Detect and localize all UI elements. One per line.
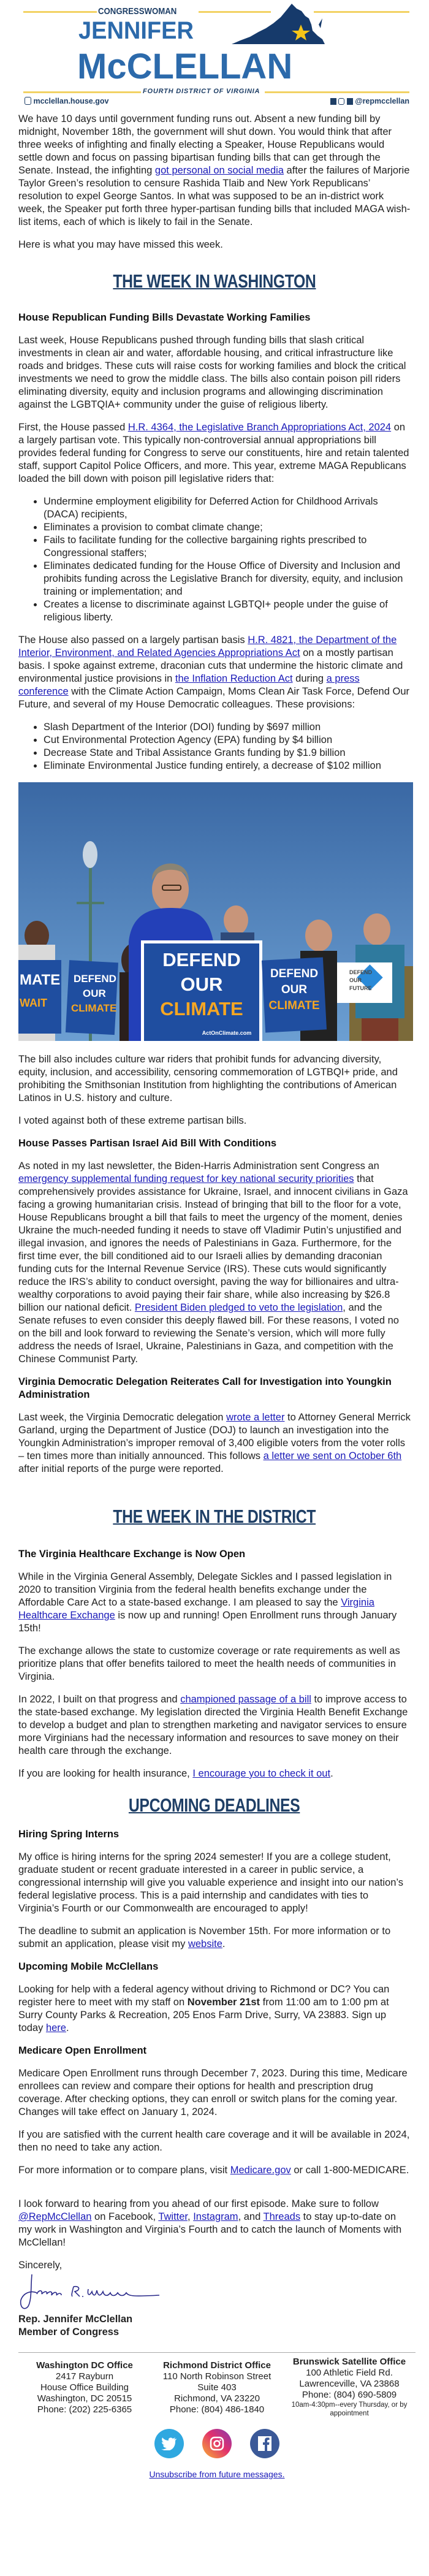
text-segment: that comprehensively provides assistance for Ukraine, Israel, and innocent civilians in Gaza facing a growing humanitarian crisis. Instead of bringing that bill to the floor for a vote, House Republicans brought a bill that fails to meet the urgency of the moment, denies Ukraine the much-needed funding it needs to stave off Vladimir Putin’s unjustified and illegal invasion, and ignores the needs of Palestinians in Gaza. Furthermore, for the first time ever, the bill conditioned aid to our Israeli allies by demanding draconian funding cuts for the Internal Revenue Service (IRS). These cuts would significantly reduce the IRS’s ability to conduct oversight, paving the way for billionaires and ultra-wealthy corporations to avoid paying their fair share, while also increasing by $26.8 billion our national deficit. xyxy=(18,1173,408,1313)
office-line: 2417 Rayburn xyxy=(55,2371,114,2382)
text-segment: to stay up-to-date on my work in Washington and Virginia’s Fourth and to catch the launch of Moments with McClellan! xyxy=(18,2211,402,2248)
inline-link[interactable]: H.R. 4821, the Department of the Interior, Environment, and Related Agencies Appropriations Act xyxy=(18,634,397,658)
text-segment: The deadline to submit an application is November 15th. For more information or to submit an application, please visit my xyxy=(18,1926,391,1949)
inline-link[interactable]: I encourage you to check it out xyxy=(192,1768,331,1779)
inline-link[interactable]: here xyxy=(45,2022,66,2033)
office-line: Richmond, VA 23220 xyxy=(174,2393,260,2404)
office-address xyxy=(288,2357,411,2418)
text-segment: First, the House passed xyxy=(18,422,128,433)
list-item: • Slash Department of the Interior (DOI) funding by $697 million xyxy=(44,721,411,734)
footer xyxy=(18,2352,416,2479)
list-item: • Fails to facilitate funding for the collective bargaining rights prescribed to Congressional staffers; xyxy=(44,534,411,560)
inline-link[interactable]: the Inflation Reduction Act xyxy=(175,673,293,684)
sign-right xyxy=(262,957,327,1032)
office-name: Washington DC Office xyxy=(36,2360,133,2371)
office-line: 110 North Robinson Street xyxy=(162,2371,271,2382)
gold-rule xyxy=(23,11,97,13)
office-line: Washington, DC 20515 xyxy=(37,2393,132,2404)
section-heading-text: UPCOMING DEADLINES xyxy=(129,1794,300,1816)
text-segment: from 11:00 am to 1:00 pm at Surry County Parks & Recreation, 205 Enos Farm Drive, Surry, VA 23883. Sign up today xyxy=(18,1997,389,2033)
inline-link[interactable]: got personal on social media xyxy=(154,165,284,176)
list-item: • Eliminate Environmental Justice funding entirely, a decrease of $102 million xyxy=(44,760,411,772)
closing: Sincerely, xyxy=(18,2260,63,2271)
sign-text: CLIMATE xyxy=(160,998,243,1019)
sign-url: ActOnClimate.com xyxy=(202,1030,252,1036)
article-heading: House Republican Funding Bills Devastate Working Families xyxy=(18,312,311,323)
text-segment: . xyxy=(222,1938,226,1949)
paragraph xyxy=(18,1925,411,1951)
paragraph xyxy=(18,2128,411,2154)
text-segment: I voted against both of these extreme partisan bills. xyxy=(18,1115,247,1126)
press-conference-photo xyxy=(18,782,413,1041)
text-segment: The exchange allows the state to customize coverage or rate requirements as well as prioritize plans that offer benefits tailored to meet the health needs of communities in Virginia. xyxy=(18,1645,400,1682)
article-heading: Upcoming Mobile McClellans xyxy=(18,1961,159,1972)
office-line: Phone: (804) 690-5809 xyxy=(302,2390,397,2400)
article-heading: Hiring Spring Interns xyxy=(18,1829,120,1840)
text-segment: If you are satisfied with the current health care coverage and it will be available in 2024, then no need to take any action. xyxy=(18,2129,410,2153)
inline-link[interactable]: Medicare.gov xyxy=(230,2165,291,2176)
inline-link[interactable]: a letter we sent on October 6th xyxy=(263,1450,402,1461)
paragraph xyxy=(18,421,411,486)
twitter-icon xyxy=(330,98,336,105)
list-item: • Creates a license to discriminate against LGBTQI+ people under the guise of religious liberty. xyxy=(44,598,411,624)
inline-link[interactable]: a press conference xyxy=(18,673,360,697)
inline-link[interactable]: championed passage of a bill xyxy=(180,1694,311,1705)
virginia-map-icon xyxy=(227,0,331,49)
sign-text: DEFEND xyxy=(74,973,116,985)
instagram-icon xyxy=(338,98,344,105)
office-line: Lawrenceville, VA 23868 xyxy=(299,2379,400,2389)
text-segment: Medicare Open Enrollment runs through December 7, 2023. During this time, Medicare enrollees can review and compare their options for health and prescription drug coverage. After checking options, they can enroll or switch plans for the coming year. Changes will take effect on January 1, 2024. xyxy=(18,2068,408,2117)
gold-rule xyxy=(23,91,141,93)
sign-defend-our-future xyxy=(337,962,392,1003)
unsubscribe-link[interactable]: Unsubscribe from future messages. xyxy=(149,2469,285,2479)
text-segment: to improve access to the state-based exchange. My legislation directed the Virginia Health Benefit Exchange to develop a budget and plan to strengthen marketing and navigator services to ensure more Virginians had the necessary information and resources to save money on their health care through the exchange. xyxy=(18,1694,408,1756)
article-heading: Medicare Open Enrollment xyxy=(18,2045,147,2056)
section-heading-text: THE WEEK IN THE DISTRICT xyxy=(113,1506,316,1527)
sign-text: OUR xyxy=(349,977,362,983)
text-segment: , xyxy=(188,2211,194,2222)
sign-text: OUR xyxy=(180,974,223,995)
paragraph xyxy=(18,634,411,711)
facebook-icon xyxy=(347,98,353,105)
text-segment: In 2022, I built on that progress and xyxy=(18,1694,181,1705)
text-segment: on Facebook, xyxy=(91,2211,159,2222)
text-segment: is now up and running! Open Enrollment runs through January 15th! xyxy=(18,1610,397,1634)
inline-link[interactable]: emergency supplemental funding request for key national security priorities xyxy=(18,1173,354,1184)
inline-link[interactable]: website xyxy=(188,1938,222,1949)
office-name: Richmond District Office xyxy=(163,2360,271,2371)
logo-first-name: JENNIFER xyxy=(78,17,194,44)
text-segment: While in the Virginia General Assembly, Delegate Sickles and I passed legislation in 2020 to transition Virginia from the federal health benefits exchange under the Affordable Care Act to a state-based exchange. I am pleased to say the xyxy=(18,1571,392,1608)
bullet-list xyxy=(18,721,411,772)
paragraph xyxy=(18,1115,411,1127)
text-segment: The bill also includes culture war riders that prohibit funds for advancing diversity, equity, inclusion, and accessibility, censoring commemoration of LGTBQI+ pride, and prohibiting the Smithsonian Institution from highlighting the contributions of American Latinos in U.S. history and culture. xyxy=(18,1054,398,1103)
office-line: 100 Athletic Field Rd. xyxy=(306,2368,393,2378)
text-segment: after initial reports of the purge were reported. xyxy=(18,1463,224,1474)
text-segment: We have 10 days until government funding runs out. Absent a new funding bill by midnight, November 18th, the government will shut down. You would think that after three weeks of infighting and finally electing a Speaker, House Republicans would settle down and focus on passing bipartisan funding bills that can get through the Senate. Instead, the infighting xyxy=(18,113,392,176)
sign-text: CLIMATE xyxy=(268,999,320,1012)
text-segment: to Attorney General Merrick Garland, urging the Department of Justice (DOJ) to launch an investigation into the Youngkin Administration’s improper removal of 3,400 eligible voters from the voter rolls – ten times more than initially announced. This follows xyxy=(18,1412,411,1461)
sign-text: OUR xyxy=(281,983,308,996)
signature-image xyxy=(18,2272,165,2310)
list-item: • Decrease State and Tribal Assistance Grants funding by $1.9 billion xyxy=(44,747,411,760)
office-hours: 10am-4:30pm--every Thursday, or by appointment xyxy=(291,2401,408,2417)
newsletter-header xyxy=(0,0,429,108)
paragraph xyxy=(18,1571,411,1635)
paragraph xyxy=(18,1767,411,1780)
list-item: • Cut Environmental Protection Agency (EPA) funding by $4 billion xyxy=(44,734,411,747)
social-links xyxy=(18,2429,416,2458)
paragraph xyxy=(18,1160,411,1366)
text-segment: For more information or to compare plans, visit xyxy=(18,2165,230,2176)
text-segment: with the Climate Action Campaign, Moms Clean Air Task Force, Defend Our Future, and several of my House Democratic colleagues. These provisions: xyxy=(18,686,409,710)
sign-text: MATE xyxy=(20,972,61,988)
sign-text: OUR xyxy=(83,988,106,999)
article-heading: The Virginia Healthcare Exchange is Now Open xyxy=(18,1549,246,1560)
inline-link[interactable]: Virginia Healthcare Exchange xyxy=(18,1597,374,1621)
text-segment: Here is what you may have missed this week. xyxy=(18,239,223,250)
emphasis-text: November 21st xyxy=(187,1997,260,2008)
article-heading: Virginia Democratic Delegation Reiterates Call for Investigation into Youngkin Administration xyxy=(18,1376,392,1400)
office-line: House Office Building xyxy=(40,2382,129,2393)
text-segment: during xyxy=(292,673,327,684)
website-text: mcclellan.house.gov xyxy=(33,97,109,105)
paragraph xyxy=(18,1645,411,1683)
text-segment: My office is hiring interns for the spring 2024 semester! If you are a college student, graduate student or recent graduate interested in a career in public service, a congressional internship will give you valuable experience and insight into our nation’s federal legislative process. This is a paid internship and candidates with ties to Virginia’s Fourth or our Commonwealth are encouraged to apply! xyxy=(18,1851,403,1914)
text-segment: Last week, the Virginia Democratic delegation xyxy=(18,1412,227,1423)
paragraph xyxy=(18,238,411,251)
text-segment: or call 1-800-MEDICARE. xyxy=(290,2165,409,2176)
text-segment: , and the Senate refuses to even consider this deeply flawed bill. For these reasons, I voted no on the bill and look forward to reviewing the Senate’s version, which will more fully address the needs of Israel, Ukraine, Palestinians in Gaza, and competition with the Chinese Communist Party. xyxy=(18,1302,399,1365)
twitter-icon[interactable] xyxy=(154,2429,184,2458)
office-line: Phone: (804) 486-1840 xyxy=(169,2404,265,2415)
text-segment: Last week, House Republicans pushed through funding bills that slash critical investments in clean air and water, affordable housing, and critical infrastructure like roads and bridges. These cuts will raise costs for working families and block the critical investments we need to grow the middle class. The bills also contain poison pill riders eliminating diversity, equity and inclusion programs and allowinging discrimination against the LGBTQIA+ community under the guise of religious liberty. xyxy=(18,335,406,410)
text-segment: The House also passed on a largely partisan basis xyxy=(18,634,248,646)
office-line: Suite 403 xyxy=(197,2382,237,2393)
logo-congresswoman: CONGRESSWOMAN xyxy=(98,6,177,17)
inline-link[interactable]: Instagram xyxy=(193,2211,238,2222)
instagram-icon[interactable] xyxy=(202,2429,232,2458)
podium-sign xyxy=(141,940,262,1041)
inline-link[interactable]: wrote a letter xyxy=(226,1412,285,1423)
sign-text: DEFEND xyxy=(270,967,319,980)
paragraph xyxy=(18,2067,411,2119)
paragraph xyxy=(18,113,411,229)
text-segment: after the failures of Marjorie Taylor Green’s resolution to censure Rashida Tlaib and New York Republicans’ resolution to expel George Santos. In what was supposed to be an in-district work week, the Speaker put forth three hyper-partisan funding bills that included MAGA wish-list items, each of which is likely to fail in the Senate. xyxy=(18,165,411,227)
website-link[interactable] xyxy=(25,97,108,105)
office-address xyxy=(23,2360,146,2418)
signer-title: Member of Congress xyxy=(18,2326,120,2338)
sign-text: WAIT xyxy=(20,997,47,1009)
inline-link[interactable]: Twitter xyxy=(158,2211,188,2222)
list-item: • Eliminates a provision to combat climate change; xyxy=(44,521,411,534)
paragraph xyxy=(18,1851,411,1915)
section-heading-text: THE WEEK IN WASHINGTON xyxy=(113,270,316,292)
text-segment: . xyxy=(66,2022,69,2033)
section-heading xyxy=(18,1505,411,1528)
paragraph xyxy=(18,2198,411,2249)
inline-link[interactable]: President Biden pledged to veto the legislation xyxy=(134,1302,343,1313)
office-list xyxy=(18,2357,416,2418)
inline-link[interactable]: @RepMcClellan xyxy=(18,2211,92,2222)
inline-link[interactable]: H.R. 4364, the Legislative Branch Appropriations Act, 2024 xyxy=(127,422,392,433)
office-address xyxy=(156,2360,278,2418)
paragraph xyxy=(18,2164,411,2177)
web-icon xyxy=(25,97,31,105)
section-heading xyxy=(18,270,411,293)
gold-rule xyxy=(265,91,409,93)
article-heading: House Passes Partisan Israel Aid Bill With Conditions xyxy=(18,1138,277,1149)
list-item: • Eliminates dedicated funding for the House Office of Diversity and Inclusion and prohibits funding across the Legislative Branch for diversity, equity, and inclusion training or implementation; and xyxy=(44,560,411,598)
inline-link[interactable]: Threads xyxy=(263,2211,301,2222)
newsletter-body xyxy=(0,108,429,2249)
bullet-list xyxy=(18,495,411,624)
text-segment: I look forward to hearing from you ahead of our first episode. Make sure to follow xyxy=(18,2198,379,2209)
text-segment: Looking for help with a federal agency without driving to Richmond or DC? You can register here to meet with my staff on xyxy=(18,1984,390,2008)
sign-text: DEFEND xyxy=(162,949,241,970)
text-segment: on a mostly partisan basis. I spoke against extreme, draconian cuts that undermine the historic climate and environmental justice provisions in xyxy=(18,647,403,684)
sign-text: FUTURE xyxy=(349,985,372,991)
list-item: • Undermine employment eligibility for Deferred Action for Childhood Arrivals (DACA) recipients, xyxy=(44,495,411,521)
facebook-icon[interactable] xyxy=(250,2429,279,2458)
logo-last-name: McCLELLAN xyxy=(77,47,293,86)
logo-district: FOURTH DISTRICT OF VIRGINIA xyxy=(143,88,260,95)
text-segment: , and xyxy=(238,2211,264,2222)
paragraph xyxy=(18,1693,411,1758)
paragraph xyxy=(18,1983,411,2035)
signoff xyxy=(0,2259,429,2339)
sign-text: DEFEND xyxy=(349,969,373,975)
office-line: Phone: (202) 225-6365 xyxy=(37,2404,132,2415)
office-name: Brunswick Satellite Office xyxy=(292,2357,406,2367)
social-handle[interactable] xyxy=(330,97,409,105)
text-segment: on a largely partisan vote. This typically non-controversial annual appropriations bill provides federal funding for Congress to serve our constituents, hire and retain talented staff, support Capitol Police Officers, and more. This year, extreme MAGA Republicans loaded the bill down with poison pill legislative riders that: xyxy=(18,422,409,484)
sign-text: CLIMATE xyxy=(71,1002,117,1014)
text-segment: . xyxy=(330,1768,333,1779)
section-heading xyxy=(18,1794,411,1817)
text-segment: As noted in my last newsletter, the Biden-Harris Administration sent Congress an xyxy=(18,1160,379,1172)
paragraph xyxy=(18,1411,411,1476)
paragraph xyxy=(18,1053,411,1105)
signer-name: Rep. Jennifer McClellan xyxy=(18,2314,133,2325)
text-segment: If you are looking for health insurance, xyxy=(18,1768,193,1779)
paragraph xyxy=(18,334,411,411)
handle-text: @repmcclellan xyxy=(355,97,409,105)
